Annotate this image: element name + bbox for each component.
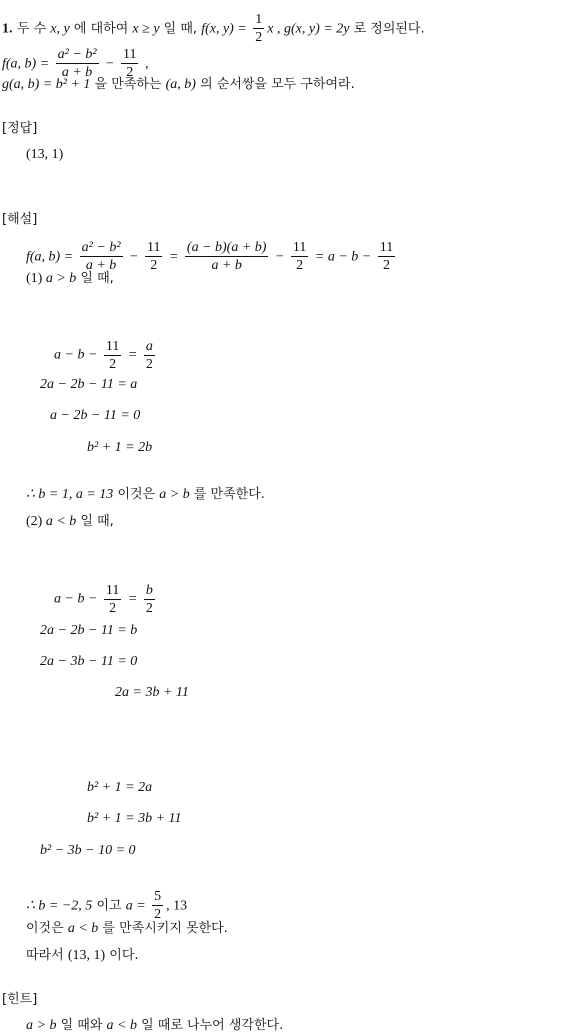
fraction: $\frac{11}{2}$	[292, 240, 307, 273]
final-conclusion: 따라서 (13, 1) 이다.	[26, 948, 139, 963]
case-1-equation-3: a − 2b − 11 = 0	[50, 408, 141, 423]
fraction: $\frac{a}{2}$	[145, 339, 153, 372]
case-1-equation-1: a − b − $\frac{11}{2}$ = $\frac{a}{2}$	[54, 339, 153, 372]
case-1-equation-2: 2a − 2b − 11 = a	[40, 377, 138, 392]
f-definition: f(a, b) = $\frac{\text{a² − b²}}{a + b}$ − $\frac{11}{2}$ = $\frac{(a - b)(a + b)}{a + b}$ − $\frac{11}{2}$ = a − b − $\frac{11}{2}$	[26, 240, 394, 273]
fraction: $\frac{11}{2}$	[105, 339, 120, 372]
fraction: $\frac{\text{a² − b²}}{a + b}$	[57, 47, 97, 80]
case-2-heading: (2) a < b 일 때,	[26, 514, 114, 529]
fraction: $\frac{1}{2}$	[255, 12, 263, 45]
case-1-heading: (1) a > b 일 때,	[26, 271, 114, 286]
fraction: $\frac{11}{2}$	[146, 240, 161, 273]
hint-heading: [힌트]	[2, 992, 38, 1007]
fraction: $\frac{(a - b)(a + b)}{a + b}$	[186, 240, 267, 273]
case-1-result: ∴ b = 1, a = 13 이것은 a > b 를 만족한다.	[26, 487, 265, 502]
fraction: $\frac{11}{2}$	[105, 583, 120, 616]
case-2-equation-2: 2a − 2b − 11 = b	[40, 623, 138, 638]
case-2-equation-6: b² + 1 = 3b + 11	[87, 811, 182, 826]
case-2-equation-7: b² − 3b − 10 = 0	[40, 843, 136, 858]
case-2-equation-5: b² + 1 = 2a	[87, 780, 153, 795]
case-2-equation-4: 2a = 3b + 11	[115, 685, 189, 700]
fraction: $\frac{11}{2}$	[379, 240, 394, 273]
problem-line-3: g(a, b) = b² + 1 을 만족하는 (a, b) 의 순서쌍을 모두 구하여라.	[2, 77, 355, 92]
case-2-equation-3: 2a − 3b − 11 = 0	[40, 654, 138, 669]
fraction: $\frac{5}{2}$	[154, 889, 162, 922]
answer-value: (13, 1)	[26, 147, 64, 162]
problem-line-2: f(a, b) = $\frac{\text{a² − b²}}{a + b}$ − $\frac{11}{2}$ ,	[2, 47, 149, 80]
case-1-equation-4: b² + 1 = 2b	[87, 440, 153, 455]
case-2-conclusion: 이것은 a < b 를 만족시키지 못한다.	[26, 921, 228, 936]
hint-text: a > b 일 때와 a < b 일 때로 나누어 생각한다.	[26, 1018, 284, 1033]
problem-number: 1.	[2, 21, 13, 37]
case-2-equation-1: a − b − $\frac{11}{2}$ = $\frac{b}{2}$	[54, 583, 153, 616]
problem-line-1: 1. 두 수 x, y 에 대하여 x ≥ y 일 때, f(x, y) = $\frac{1}{2}$ x , g(x, y) = 2y 로 정의된다.	[2, 12, 425, 45]
case-2-result: ∴ b = −2, 5 이고 a = $\frac{5}{2}$ , 13	[26, 889, 188, 922]
fraction: $\frac{11}{2}$	[122, 47, 137, 80]
answer-heading: [정답]	[2, 121, 38, 136]
solution-heading: [해설]	[2, 212, 38, 227]
fraction: $\frac{b}{2}$	[145, 583, 153, 616]
fraction: $\frac{\text{a² − b²}}{a + b}$	[81, 240, 121, 273]
